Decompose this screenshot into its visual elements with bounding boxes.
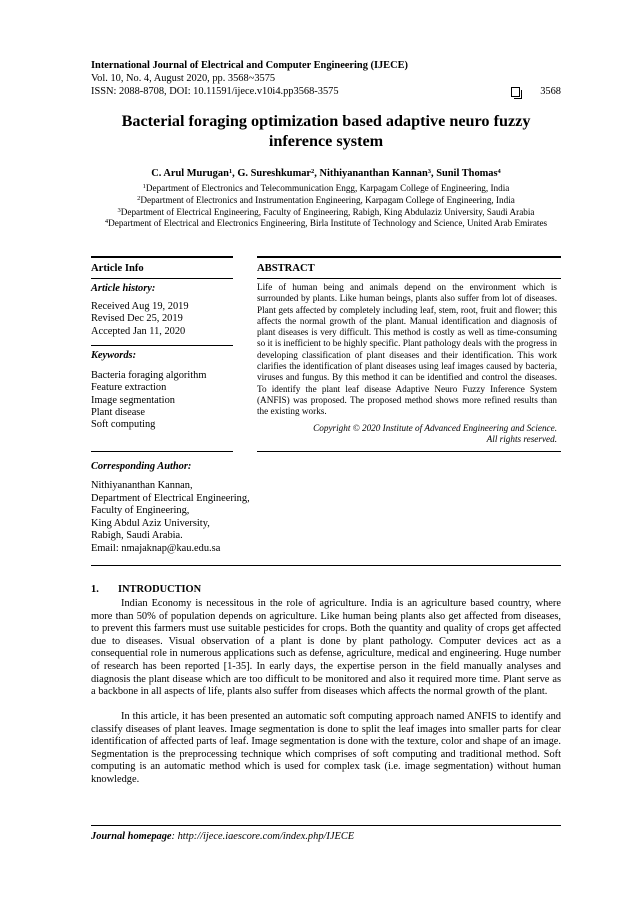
homepage-label: Journal homepage: [91, 831, 172, 842]
author-name: Nithiyananthan Kannan: [319, 168, 428, 179]
keyword: Image segmentation: [91, 394, 175, 406]
abstract-heading: ABSTRACT: [257, 263, 315, 274]
affiliation: [60, 195, 592, 207]
homepage-link[interactable]: http://ijece.iaescore.com/index.php/IJECE: [177, 831, 355, 842]
keyword: Soft computing: [91, 419, 156, 431]
email: Email: nmajaknap@kau.edu.sa: [91, 542, 221, 554]
rights-line: All rights reserved.: [486, 434, 557, 445]
volume-info: Vol. 10, No. 4, August 2020, pp. 3568~3575: [91, 72, 276, 84]
section-heading: [91, 584, 201, 595]
section-title: INTRODUCTION: [118, 584, 202, 595]
author-affiliation-marker: 4: [497, 168, 501, 175]
issn-doi: ISSN: 2088-8708, DOI: 10.11591/ijece.v10i4.pp3568-3575: [91, 85, 339, 97]
received-date: Received Aug 19, 2019: [91, 301, 189, 312]
author-list: C. Arul Murugan$^1$, G. Sureshkumar$^2$, Nithiyananthan Kannan$^3$, Sunil Thomas$^4$: [151, 168, 501, 179]
article-history: [91, 301, 189, 338]
article-history-heading: Article history:: [91, 283, 156, 294]
section-number: 1.: [91, 584, 99, 595]
keyword: Bacteria foraging algorithm: [91, 370, 207, 381]
revised-date: Revised Dec 25, 2019: [91, 313, 183, 325]
author-affiliation-marker: 3: [427, 168, 432, 175]
keyword: Plant disease: [91, 406, 145, 418]
paragraph: Indian Economy is necessitous in the role of agriculture. India is an agriculture based country, where more than 50% of population depends on agriculture. Like human being plants also get affected from diseases, to prevent this farmers must use suitable pesticides for crops. Both the quantity and quality of crops get affected due to diseases. Visual observation of a plant is done by plant pathology. Computer devices act as a consequential role in numerous applications such as defense, agriculture, medical and engineering. Huge number of research has been reported [1-35]. In early days, the expertise person in the field manually analyses and diagnosis the plant disease which are too difficult to be monitored and also it required more time. Plant serve as a backbone in all aspects of life, plants also suffer from diseases which affects the normal growth of the plant.: [91, 598, 561, 698]
university: King Abdul Aziz University,: [91, 517, 210, 529]
affiliation-text: Department of Electronics and Telecommunication Engg, Karpagam College of Engineering, India: [145, 183, 510, 193]
abstract-text: Life of human being and animals depend on the environment which is surrounded by plants. Like human beings, plants also suffer from lot of diseases. Plant gets affected by completely including leaf, stem, root, fruit and flower; this affects the normal growth of the plant. Manual identification and diagnosis of plant diseases is very difficult. This method is costly as well as time-consuming so it is inefficient to be highly specific. Plant pathology deals with the progress in developing classification of plant diseases and their identification. This work clarifies the identification of plant diseases using leaf images caused by bacteria, viruses and fungus. By this method it can be identified and control the diseases. To identify the plant leaf disease Adaptive Neuro Fuzzy Inference System (ANFIS) was proposed. The proposed method shows more refined results than the existing works.: [257, 282, 557, 417]
journal-homepage: Journal homepage: http://ijece.iaescore.com/index.php/IJECE: [91, 831, 355, 842]
copyright-line: Copyright © 2020 Institute of Advanced Engineering and Science.: [313, 423, 557, 433]
page-icon: [511, 87, 520, 97]
paragraph: In this article, it has been presented an automatic soft computing approach named ANFIS to identify and classify diseases of plant leaves. Image segmentation is done to split the leaf images into smaller parts for clear identification of affected parts of leaf. Image segmentation is done with the texture, color and shape of an image. Segmentation is the preprocessing technique which comprises of soft computing and traditional method. Soft computing is an automatic method which is used for complex task (i.e. image segmentation) without human knowledge.: [91, 711, 561, 785]
author-name: Sunil Thomas: [436, 168, 498, 179]
author-name: G. Sureshkumar: [237, 168, 312, 179]
corresponding-author-heading: Corresponding Author:: [91, 461, 192, 472]
affiliation: [60, 183, 592, 195]
affiliation-marker: 2: [137, 194, 141, 202]
author-name: C. Arul Murugan: [151, 168, 229, 179]
affiliation-marker: 1: [142, 183, 146, 190]
faculty: Faculty of Engineering,: [91, 505, 190, 517]
journal-name: International Journal of Electrical and Computer Engineering (IJECE): [91, 60, 409, 71]
keywords-heading: Keywords:: [91, 350, 137, 361]
accepted-date: Accepted Jan 11, 2020: [91, 325, 186, 337]
article-info-heading: Article Info: [91, 263, 144, 274]
author-name: Nithiyananthan Kannan,: [91, 480, 193, 491]
author-affiliation-marker: 1: [228, 168, 233, 175]
affiliation-text: Department of Electrical Engineering, Faculty of Engineering, Rabigh, King Abdulaziz University, Saudi Arabia: [120, 206, 535, 217]
divider: [257, 451, 561, 452]
divider: [91, 256, 233, 258]
divider: [91, 451, 233, 452]
footer-divider: [91, 825, 561, 826]
journal-header: [91, 60, 561, 98]
author-affiliation-marker: 2: [311, 168, 315, 175]
paper-title: Bacterial foraging optimization based adaptive neuro fuzzy inference system: [121, 112, 531, 150]
keyword-list: [91, 370, 206, 431]
divider: [91, 278, 233, 279]
corresponding-author-details: [91, 480, 250, 556]
divider: [257, 256, 561, 258]
affiliation-text: Department of Electrical and Electronics Engineering, Birla Institute of Technology and Science, United Arab Emirates: [108, 218, 548, 229]
copyright-notice: [257, 423, 557, 446]
affiliation-list: [60, 183, 592, 230]
divider: [91, 345, 233, 346]
divider: [257, 278, 561, 279]
keyword: Feature extraction: [91, 382, 167, 394]
affiliation: [60, 207, 592, 219]
divider: [91, 565, 561, 566]
affiliation-marker: 3: [117, 206, 121, 214]
department: Department of Electrical Engineering,: [91, 492, 250, 504]
affiliation: [60, 218, 592, 230]
affiliation-text: Department of Electronics and Instrumentation Engineering, Karpagam College of Engineering, India: [140, 194, 515, 205]
affiliation-marker: 4: [104, 218, 109, 226]
location: Rabigh, Saudi Arabia.: [91, 530, 183, 542]
page-number: 3568: [540, 85, 561, 97]
